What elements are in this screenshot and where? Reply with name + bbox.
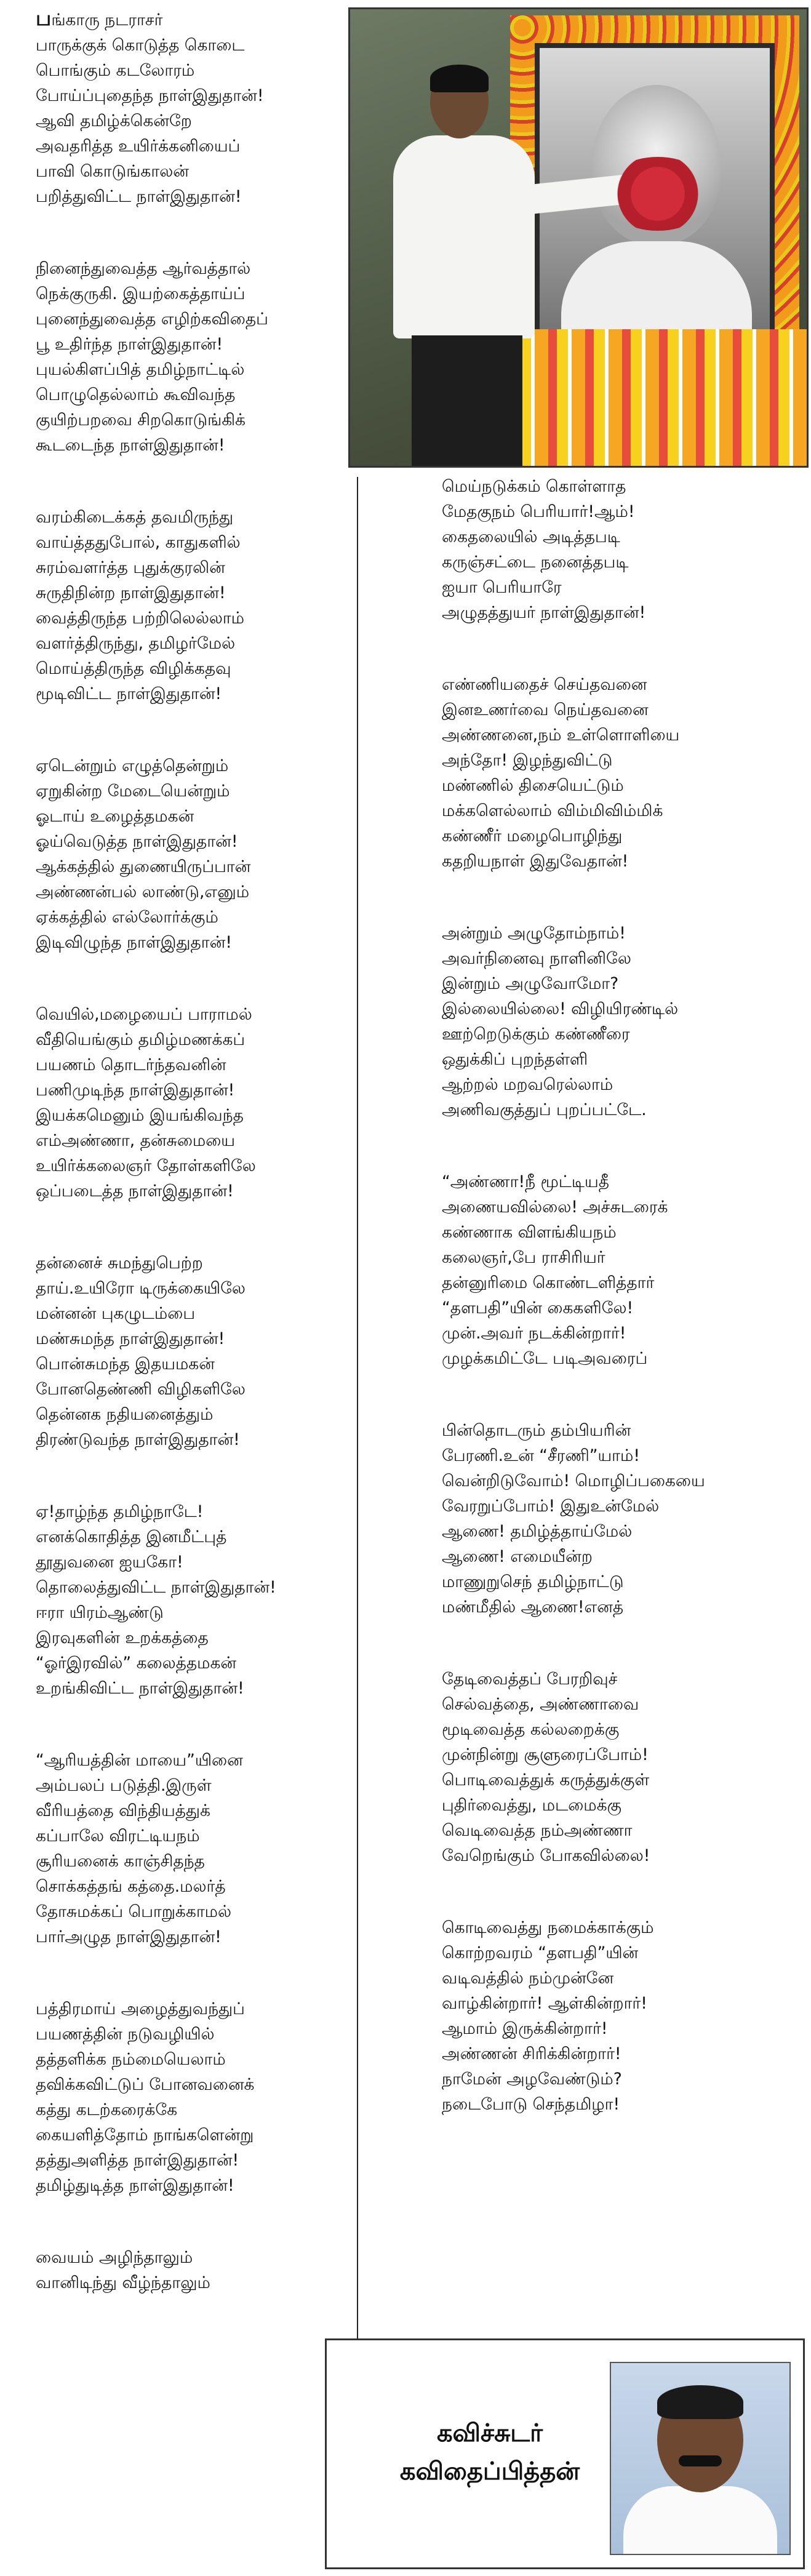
poem-line: “தளபதி”யின் கைகளிலே! bbox=[442, 1298, 634, 1318]
poem-line: கதறியநாள் இதுவேதான்! bbox=[442, 852, 629, 871]
poem-stanza bbox=[442, 474, 786, 625]
poem-line: ஆற்றல் மறவரெல்லாம் bbox=[442, 1075, 613, 1094]
poem-line: ஏடென்றும் எழுத்தென்றும் bbox=[36, 756, 229, 775]
poem-line: வடிவத்தில் நம்முன்னே bbox=[442, 1969, 614, 1988]
poem-line: கத்து கடற்கரைக்கே bbox=[36, 2100, 178, 2119]
poem-line: அணையவில்லை! அச்சுடரைக் bbox=[442, 1198, 668, 1217]
poem-line: நினைந்துவைத்த ஆர்வத்தால் bbox=[36, 259, 251, 278]
poem-line: பணிமுடிந்த நாள்இதுதான்! bbox=[36, 1081, 235, 1100]
poem-line: வானிடிந்து வீழ்ந்தாலும் bbox=[36, 2273, 210, 2292]
author-shirt bbox=[623, 2486, 777, 2555]
person-paying-tribute bbox=[369, 65, 553, 466]
poem-line: வரம்கிடைக்கத் தவமிருந்து bbox=[36, 508, 234, 527]
poem-line: திரண்டுவந்த நாள்இதுதான்! bbox=[36, 1430, 240, 1449]
poem-stanza bbox=[36, 1499, 343, 1701]
poem-stanza bbox=[36, 1002, 343, 1204]
poem-line: இனஉணர்வை நெய்தவனை bbox=[442, 700, 649, 719]
poem-line: வைத்திருந்த பற்றிலெல்லாம் bbox=[36, 609, 245, 628]
poem-line: கொற்றவரம் “தளபதி”யின் bbox=[442, 1943, 639, 1962]
poem-line: ஆமாம் இருக்கின்றார்! bbox=[442, 2019, 608, 2038]
poem-line: ஏ!தாழ்ந்த தமிழ்நாடே! bbox=[36, 1502, 204, 1521]
poem-line: சுருதிநின்ற நாள்இதுதான்! bbox=[36, 583, 226, 602]
poem-line: மண்மீதில் ஆணை!எனத் bbox=[442, 1598, 624, 1617]
poem-line: எண்ணியதைச் செய்தவனை bbox=[442, 675, 647, 694]
poem-line: மூடிவைத்த கல்லறைக்கு bbox=[442, 1720, 620, 1739]
poem-line: மெய்நடுக்கம் கொள்ளாத bbox=[442, 477, 626, 496]
poem-line: கைதலையில் அடித்தபடி bbox=[442, 527, 620, 546]
author-hair bbox=[657, 2385, 743, 2419]
poem-line: ஊற்றெடுக்கும் கண்ணீரை bbox=[442, 1025, 630, 1044]
rose-petals bbox=[602, 157, 713, 231]
poem-line: மேதகுநம் பெரியார்!ஆம்! bbox=[442, 502, 635, 521]
poem-line: சொக்கத்தங் கத்தை.மலர்த் bbox=[36, 1877, 226, 1896]
poem-line: நாமேன் அழவேண்டும்? bbox=[442, 2070, 622, 2089]
poem-line: அவதரித்த உயிர்க்கனியைப் bbox=[36, 137, 241, 156]
poem-line: உயிர்க்கலைஞர் தோள்களிலே bbox=[36, 1156, 256, 1175]
poem-line: மண்சுமந்த நாள்இதுதான்! bbox=[36, 1329, 225, 1348]
poem-line: தத்துஅளித்த நாள்இதுதான்! bbox=[36, 2151, 239, 2170]
poem-line: புனைந்துவைத்த எழிற்கவிதைப் bbox=[36, 310, 268, 329]
author-name bbox=[391, 2414, 588, 2490]
poem-line: தோசுமக்கப் பொறுக்காமல் bbox=[36, 1902, 231, 1921]
poem-line: செல்வத்தை, அண்ணாவை bbox=[442, 1695, 639, 1714]
poem-line: தேடிவைத்தப் பேரறிவுச் bbox=[442, 1670, 618, 1689]
poem-line: இல்லையில்லை! விழியிரண்டில் bbox=[442, 999, 679, 1018]
poem-line: ஏறுகின்ற மேடையென்றும் bbox=[36, 782, 230, 801]
poem-line: பொடிவைத்துக் கருத்துக்குள் bbox=[442, 1770, 650, 1790]
poem-stanza bbox=[36, 6, 343, 209]
poem-line: எனக்கொதித்த இனமீட்புத் bbox=[36, 1527, 227, 1546]
poem-line: நெக்குருகி. இயற்கைத்தாய்ப் bbox=[36, 284, 246, 303]
poem-line: எம்அண்ணா, தன்சுமையை bbox=[36, 1131, 236, 1150]
poem-line: பயணத்தின் நடுவழியில் bbox=[36, 2025, 215, 2044]
poem-stanza bbox=[36, 256, 343, 458]
poem-stanza bbox=[442, 1666, 786, 1868]
poem-line: கருஞ்சட்டை நனைத்தபடி bbox=[442, 553, 629, 572]
poem-stanza bbox=[36, 1748, 343, 1950]
poem-line: ஆணை! தமிழ்த்தாய்மேல் bbox=[442, 1522, 633, 1541]
poem-line: வாழ்கின்றார்! ஆள்கின்றார்! bbox=[442, 1994, 647, 2013]
poem-line: மன்னன் புகழுடம்பை bbox=[36, 1304, 196, 1323]
poem-line: கொடிவைத்து நமைக்காக்கும் bbox=[442, 1918, 654, 1937]
poem-line: முன்நின்று சூளுரைப்போம்! bbox=[442, 1745, 649, 1764]
poem-line: உறங்கிவிட்ட நாள்இதுதான்! bbox=[36, 1679, 244, 1698]
poem-line: பேரணி.உன் “சீரணி”யாம்! bbox=[442, 1446, 640, 1465]
poem-line: வேரறுப்போம்! இதுஉன்மேல் bbox=[442, 1497, 660, 1516]
tribute-photo bbox=[348, 7, 809, 468]
author-mustache bbox=[679, 2455, 722, 2466]
poem-line: அழுதத்துயர் நாள்இதுதான்! bbox=[442, 603, 646, 622]
poem-left-column bbox=[36, 6, 343, 2342]
poem-line: முழக்கமிட்டே படிஅவரைப் bbox=[442, 1349, 648, 1368]
poem-line: ஒதுக்கிப் புறந்தள்ளி bbox=[442, 1050, 588, 1069]
poem-right-column bbox=[442, 474, 786, 2164]
poem-line: பொங்கும் கடலோரம் bbox=[36, 61, 195, 80]
poem-stanza bbox=[442, 1915, 786, 2117]
poem-line: “ஓர்இரவில்” கலைத்தமகன் bbox=[36, 1654, 237, 1673]
poem-line: அண்ணனை,நம் உள்ளொளியை bbox=[442, 726, 680, 745]
poem-line: கூடடைந்த நாள்இதுதான்! bbox=[36, 436, 225, 455]
poem-line: தன்னுரிமை கொண்டளித்தார் bbox=[442, 1273, 655, 1292]
poem-line: வையம் அழிந்தாலும் bbox=[36, 2248, 193, 2267]
poem-line: மூடிவிட்ட நாள்இதுதான்! bbox=[36, 684, 222, 703]
person-hair bbox=[430, 65, 489, 92]
poem-line: பாருக்குக் கொடுத்த கொடை bbox=[36, 36, 245, 55]
poem-line: தமிழ்துடித்த நாள்இதுதான்! bbox=[36, 2176, 234, 2195]
poem-stanza bbox=[36, 2245, 343, 2295]
poem-line: இரவுகளின் உறக்கத்தை bbox=[36, 1628, 209, 1647]
poem-line: பாவி கொடுங்காலன் bbox=[36, 162, 189, 181]
poem-line: ஆவி தமிழ்க்கென்றே bbox=[36, 111, 192, 130]
author-photo bbox=[610, 2362, 791, 2555]
poem-line: கலைஞர்,பே ராசிரியர் bbox=[442, 1248, 605, 1267]
poem-line: பங்காரு நடராசர் bbox=[36, 6, 163, 31]
poem-stanza bbox=[36, 505, 343, 706]
poem-line: வளர்த்திருந்து, தமிழர்மேல் bbox=[36, 634, 236, 653]
drop-cap: ப bbox=[36, 6, 52, 31]
author-pen-name: கவிதைப்பித்தன் bbox=[399, 2457, 580, 2486]
poem-line: தென்னக நதியனைத்தும் bbox=[36, 1405, 214, 1424]
poem-line: நடைபோடு செந்தமிழா! bbox=[442, 2095, 620, 2114]
poem-line: ஆக்கத்தில் துணையிருப்பான் bbox=[36, 857, 251, 876]
poem-stanza bbox=[36, 1996, 343, 2198]
poem-stanza bbox=[442, 672, 786, 874]
poem-line: மாணுறுசெந் தமிழ்நாட்டு bbox=[442, 1572, 624, 1591]
poem-line: அம்பலப் படுத்தி.இருள் bbox=[36, 1776, 212, 1795]
poem-line: தன்னைச் சுமந்துபெற்ற bbox=[36, 1254, 203, 1273]
author-title: கவிச்சுடர் bbox=[436, 2419, 543, 2447]
poem-line: ஓய்வெடுத்த நாள்இதுதான்! bbox=[36, 832, 238, 851]
poem-line: அண்ணன்பல் லாண்டு,எனும் bbox=[36, 882, 250, 902]
poem-line: ஏக்கத்தில் எல்லோர்க்கும் bbox=[36, 908, 218, 927]
poem-line: இன்றும் அழுவோமோ? bbox=[442, 974, 619, 993]
poem-line: அணிவகுத்துப் புறப்பட்டே. bbox=[442, 1100, 647, 1119]
poem-line: வீரியத்தை விந்தியத்துக் bbox=[36, 1801, 210, 1820]
poem-line: பொழுதெல்லாம் கூவிவந்த bbox=[36, 385, 236, 404]
poem-line: ஐயா பெரியாரே bbox=[442, 578, 562, 597]
poem-line: தாய்.உயிரோ டிருக்கையிலே bbox=[36, 1279, 246, 1298]
poem-line: தவிக்கவிட்டுப் போனவனைக் bbox=[36, 2075, 255, 2094]
poem-line: அண்ணன் சிரிக்கின்றார்! bbox=[442, 2044, 621, 2063]
poem-line: வீதியெங்கும் தமிழ்மணக்கப் bbox=[36, 1030, 246, 1049]
poem-stanza bbox=[442, 921, 786, 1122]
poem-line: பத்திரமாய் அழைத்துவந்துப் bbox=[36, 1999, 245, 2018]
poem-line: பூ உதிர்ந்த நாள்இதுதான்! bbox=[36, 335, 223, 354]
poem-line: இடிவிழுந்த நாள்இதுதான்! bbox=[36, 933, 232, 952]
poem-line: கப்பாலே விரட்டியநம் bbox=[36, 1826, 200, 1846]
poem-line: தூதுவனை ஐயகோ! bbox=[36, 1553, 183, 1572]
poem-line: போனதெண்ணி விழிகளிலே bbox=[36, 1380, 246, 1399]
poem-line: முன்.அவர் நடக்கின்றார்! bbox=[442, 1324, 626, 1343]
poem-line: வென்றிடுவோம்! மொழிப்பகையை bbox=[442, 1471, 705, 1490]
poem-line: இயக்கமெனும் இயங்கிவந்த bbox=[36, 1106, 244, 1125]
poem-line: தத்தளிக்க நம்மையெலாம் bbox=[36, 2050, 226, 2069]
poem-line: அன்றும் அழுதோம்நாம்! bbox=[442, 924, 626, 943]
poem-line: அவர்நினைவு நாளினிலே bbox=[442, 949, 631, 968]
poem-stanza bbox=[36, 753, 343, 955]
poem-line: “ஆரியத்தின் மாயை”யினை bbox=[36, 1751, 243, 1770]
poem-line: அந்தோ! இழந்துவிட்டு bbox=[442, 751, 613, 770]
poem-line: வெடிவைத்த நம்அண்ணா bbox=[442, 1821, 633, 1840]
poem-stanza bbox=[442, 1418, 786, 1620]
poem-line: குயிற்பறவை சிறகொடுங்கிக் bbox=[36, 410, 246, 430]
poem-line: மக்களெல்லாம் விம்மிவிம்மிக் bbox=[442, 801, 663, 820]
poem-line: ஈரா யிரம்ஆண்டு bbox=[36, 1603, 164, 1622]
poem-line: வேறெங்கும் போகவில்லை! bbox=[442, 1846, 650, 1865]
author-signature-box bbox=[325, 2338, 805, 2569]
poem-line: கையளித்தோம் நாங்களென்று bbox=[36, 2126, 254, 2145]
poem-line: வெயில்,மழையைப் பாராமல் bbox=[36, 1005, 252, 1024]
poem-line: சுரம்வளர்த்த புதுக்குரலின் bbox=[36, 558, 225, 577]
person-pants bbox=[412, 335, 522, 466]
poem-line: ஓடாய் உழைத்தமகன் bbox=[36, 807, 194, 826]
poem-line: மொய்த்திருந்த விழிக்கதவு bbox=[36, 659, 231, 678]
poem-line: புதிர்வைத்து, மடமைக்கு bbox=[442, 1796, 621, 1815]
poem-line: கண்ணீர் மழைபொழிந்து bbox=[442, 826, 623, 846]
poem-stanza bbox=[36, 1250, 343, 1452]
poem-line: மண்ணில் திசையெட்டும் bbox=[442, 776, 624, 795]
poem-line: “அண்ணா!நீ மூட்டியதீ bbox=[442, 1172, 610, 1191]
person-shirt bbox=[393, 135, 535, 338]
poem-line: தொலைத்துவிட்ட நாள்இதுதான்! bbox=[36, 1578, 276, 1597]
poem-line: கண்ணாக விளங்கியநம் bbox=[442, 1223, 617, 1242]
poem-stanza bbox=[442, 1169, 786, 1371]
column-divider bbox=[357, 477, 358, 2557]
poem-line: ஒப்படைத்த நாள்இதுதான்! bbox=[36, 1182, 234, 1201]
poem-line: பொன்சுமந்த இதயமகன் bbox=[36, 1354, 215, 1374]
poem-line: போய்ப்புதைந்த நாள்இதுதான்! bbox=[36, 86, 264, 105]
poem-line: வாய்த்ததுபோல், காதுகளில் bbox=[36, 533, 241, 552]
poem-line: ஆணை! எமையீன்ற bbox=[442, 1547, 593, 1566]
poem-line: புயல்கிளப்பித் தமிழ்நாட்டில் bbox=[36, 360, 245, 379]
poem-line: சூரியனைக் காஞ்சிதந்த bbox=[36, 1852, 205, 1871]
poem-line: பின்தொடரும் தம்பியரின் bbox=[442, 1421, 631, 1440]
poem-line: பார்அழுத நாள்இதுதான்! bbox=[36, 1927, 222, 1946]
poem-line: பறித்துவிட்ட நாள்இதுதான்! bbox=[36, 187, 242, 206]
poem-line: பயணம் தொடர்ந்தவனின் bbox=[36, 1055, 226, 1074]
